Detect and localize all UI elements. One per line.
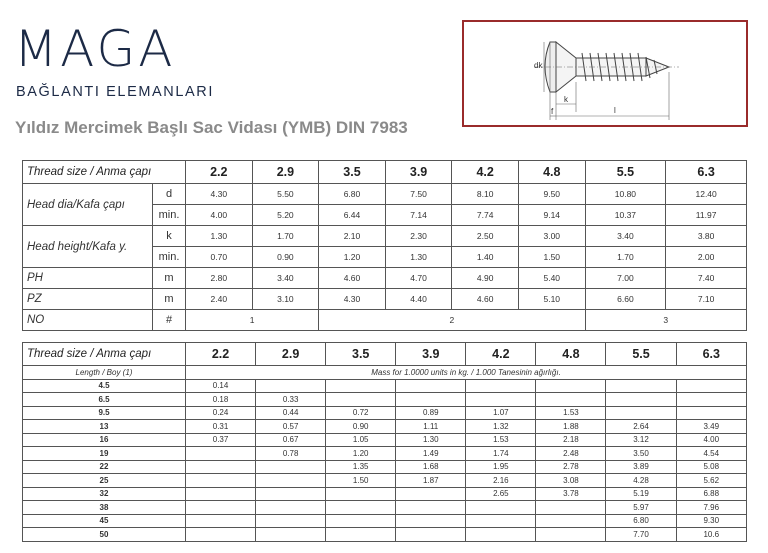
- mass-cell: 0.89: [396, 406, 466, 420]
- mass-cell: [256, 379, 326, 393]
- mass-note: Mass for 1.0000 units in kg. / 1.000 Tanesinin ağırlığı.: [186, 366, 747, 380]
- mass-cell: [676, 379, 746, 393]
- table-header-row: [23, 161, 747, 184]
- value-cell: 3: [585, 310, 746, 331]
- symbol-cell: min.: [153, 205, 186, 226]
- table-row: [23, 474, 747, 488]
- mass-cell: 1.11: [396, 420, 466, 434]
- mass-cell: 1.35: [326, 460, 396, 474]
- mass-cell: 6.80: [606, 514, 676, 528]
- mass-cell: 5.19: [606, 487, 676, 501]
- value-cell: 1: [186, 310, 319, 331]
- page-title: Yıldız Mercimek Başlı Sac Vidası (YMB) DIN 7983: [15, 118, 408, 137]
- size-cell: 5.5: [585, 161, 666, 184]
- mass-cell: 1.88: [536, 420, 606, 434]
- value-cell: 3.10: [252, 289, 319, 310]
- length-cell: 22: [23, 460, 186, 474]
- table-row: [23, 366, 747, 380]
- mass-cell: 0.31: [186, 420, 256, 434]
- mass-cell: 3.78: [536, 487, 606, 501]
- label-f: f: [551, 107, 554, 116]
- value-cell: 2.10: [319, 226, 386, 247]
- length-cell: 45: [23, 514, 186, 528]
- size-cell: 2.9: [252, 161, 319, 184]
- table-row: [23, 406, 747, 420]
- value-cell: 11.97: [666, 205, 747, 226]
- size-cell: 3.9: [396, 343, 466, 366]
- size-cell: 4.2: [452, 161, 519, 184]
- mass-cell: 0.24: [186, 406, 256, 420]
- mass-cell: [326, 487, 396, 501]
- screw-drawing: [462, 20, 748, 127]
- mass-cell: 1.49: [396, 447, 466, 461]
- mass-cell: [606, 406, 676, 420]
- value-cell: 2.40: [186, 289, 253, 310]
- mass-cell: [396, 393, 466, 407]
- value-cell: 7.10: [666, 289, 747, 310]
- value-cell: 2.00: [666, 247, 747, 268]
- size-cell: 2.2: [186, 161, 253, 184]
- mass-cell: 1.20: [326, 447, 396, 461]
- value-cell: 7.74: [452, 205, 519, 226]
- mass-cell: [326, 379, 396, 393]
- value-cell: 4.60: [319, 268, 386, 289]
- size-cell: 2.9: [256, 343, 326, 366]
- mass-cell: [536, 514, 606, 528]
- value-cell: 7.14: [385, 205, 452, 226]
- length-label: Length / Boy (1): [23, 366, 186, 380]
- value-cell: 6.60: [585, 289, 666, 310]
- mass-cell: [326, 528, 396, 542]
- mass-cell: 1.53: [536, 406, 606, 420]
- symbol-cell: m: [153, 289, 186, 310]
- value-cell: 12.40: [666, 184, 747, 205]
- mass-cell: 5.62: [676, 474, 746, 488]
- length-cell: 9.5: [23, 406, 186, 420]
- mass-cell: 1.68: [396, 460, 466, 474]
- mass-cell: 0.90: [326, 420, 396, 434]
- value-cell: 4.30: [319, 289, 386, 310]
- value-cell: 2.50: [452, 226, 519, 247]
- length-cell: 19: [23, 447, 186, 461]
- mass-cell: 3.89: [606, 460, 676, 474]
- mass-cell: 2.65: [466, 487, 536, 501]
- mass-cell: 1.32: [466, 420, 536, 434]
- mass-cell: 1.07: [466, 406, 536, 420]
- mass-cell: [326, 514, 396, 528]
- mass-cell: 1.74: [466, 447, 536, 461]
- mass-cell: [256, 487, 326, 501]
- mass-cell: 0.57: [256, 420, 326, 434]
- symbol-cell: #: [153, 310, 186, 331]
- value-cell: 1.70: [585, 247, 666, 268]
- mass-cell: 0.78: [256, 447, 326, 461]
- mass-cell: 0.18: [186, 393, 256, 407]
- mass-cell: 4.28: [606, 474, 676, 488]
- mass-cell: [186, 514, 256, 528]
- value-cell: 7.00: [585, 268, 666, 289]
- mass-cell: 0.67: [256, 433, 326, 447]
- mass-cell: 9.30: [676, 514, 746, 528]
- value-cell: 6.80: [319, 184, 386, 205]
- value-cell: 4.70: [385, 268, 452, 289]
- table-row: [23, 289, 747, 310]
- length-cell: 13: [23, 420, 186, 434]
- mass-cell: 5.08: [676, 460, 746, 474]
- size-cell: 6.3: [666, 161, 747, 184]
- mass-cell: 1.50: [326, 474, 396, 488]
- mass-cell: [466, 393, 536, 407]
- mass-rows: [23, 379, 747, 541]
- mass-cell: 1.53: [466, 433, 536, 447]
- mass-cell: 5.97: [606, 501, 676, 515]
- mass-cell: 3.08: [536, 474, 606, 488]
- brand-subtitle: BAĞLANTI ELEMANLARI: [16, 84, 215, 100]
- size-cell: 5.5: [606, 343, 676, 366]
- value-cell: 1.40: [452, 247, 519, 268]
- mass-cell: [326, 501, 396, 515]
- value-cell: 1.50: [518, 247, 585, 268]
- size-cell: 3.5: [319, 161, 386, 184]
- value-cell: 1.70: [252, 226, 319, 247]
- mass-cell: 0.33: [256, 393, 326, 407]
- value-cell: 7.50: [385, 184, 452, 205]
- mass-cell: [396, 487, 466, 501]
- label-l: l: [614, 106, 616, 115]
- mass-cell: 0.72: [326, 406, 396, 420]
- table-row: [23, 460, 747, 474]
- value-cell: 1.30: [385, 247, 452, 268]
- length-cell: 50: [23, 528, 186, 542]
- value-cell: 10.80: [585, 184, 666, 205]
- size-cell: 4.8: [518, 161, 585, 184]
- size-cell: 3.9: [385, 161, 452, 184]
- value-cell: 5.40: [518, 268, 585, 289]
- thread-size-label: Thread size / Anma çapı: [23, 161, 186, 184]
- value-cell: 5.20: [252, 205, 319, 226]
- length-cell: 6.5: [23, 393, 186, 407]
- value-cell: 0.90: [252, 247, 319, 268]
- mass-cell: [466, 514, 536, 528]
- mass-cell: 2.18: [536, 433, 606, 447]
- table-row: [23, 528, 747, 542]
- value-cell: 9.14: [518, 205, 585, 226]
- value-cell: 3.00: [518, 226, 585, 247]
- symbol-cell: k: [153, 226, 186, 247]
- value-cell: 10.37: [585, 205, 666, 226]
- length-cell: 4.5: [23, 379, 186, 393]
- value-cell: 4.30: [186, 184, 253, 205]
- mass-cell: [466, 528, 536, 542]
- mass-cell: 0.14: [186, 379, 256, 393]
- mass-cell: [676, 393, 746, 407]
- mass-cell: [536, 379, 606, 393]
- mass-cell: 4.00: [676, 433, 746, 447]
- value-cell: 4.00: [186, 205, 253, 226]
- value-cell: 2: [319, 310, 585, 331]
- table-row: [23, 514, 747, 528]
- table-row: [23, 501, 747, 515]
- value-cell: 4.60: [452, 289, 519, 310]
- no-label: NO: [23, 310, 153, 331]
- mass-cell: [606, 393, 676, 407]
- table-row: [23, 379, 747, 393]
- value-cell: 2.30: [385, 226, 452, 247]
- mass-cell: [466, 501, 536, 515]
- mass-cell: [256, 528, 326, 542]
- mass-cell: 1.87: [396, 474, 466, 488]
- head-height-label: Head height/Kafa y.: [23, 226, 153, 268]
- mass-cell: [186, 460, 256, 474]
- mass-cell: [186, 474, 256, 488]
- value-cell: 3.80: [666, 226, 747, 247]
- mass-cell: [186, 487, 256, 501]
- length-cell: 38: [23, 501, 186, 515]
- size-cell: 6.3: [676, 343, 746, 366]
- table-row: [23, 393, 747, 407]
- length-cell: 16: [23, 433, 186, 447]
- mass-cell: 2.48: [536, 447, 606, 461]
- mass-cell: 4.54: [676, 447, 746, 461]
- table-row: [23, 447, 747, 461]
- mass-table: [22, 342, 747, 542]
- mass-cell: [536, 393, 606, 407]
- pz-label: PZ: [23, 289, 153, 310]
- mass-cell: [396, 501, 466, 515]
- mass-cell: [256, 474, 326, 488]
- brand-logo: MAGA: [14, 20, 176, 78]
- mass-cell: 1.05: [326, 433, 396, 447]
- label-dk: dk: [534, 61, 543, 70]
- mass-cell: 7.96: [676, 501, 746, 515]
- table-row: [23, 310, 747, 331]
- mass-cell: 0.44: [256, 406, 326, 420]
- head-dia-label: Head dia/Kafa çapı: [23, 184, 153, 226]
- mass-cell: [326, 393, 396, 407]
- mass-cell: [256, 460, 326, 474]
- value-cell: 8.10: [452, 184, 519, 205]
- mass-cell: [256, 514, 326, 528]
- symbol-cell: min.: [153, 247, 186, 268]
- table-row: [23, 184, 747, 205]
- mass-cell: [256, 501, 326, 515]
- size-cell: 3.5: [326, 343, 396, 366]
- mass-cell: [186, 447, 256, 461]
- mass-cell: [396, 379, 466, 393]
- mass-cell: [186, 528, 256, 542]
- mass-cell: [536, 501, 606, 515]
- thread-size-label: Thread size / Anma çapı: [23, 343, 186, 366]
- mass-cell: [396, 514, 466, 528]
- mass-cell: 10.6: [676, 528, 746, 542]
- value-cell: 2.80: [186, 268, 253, 289]
- value-cell: 3.40: [252, 268, 319, 289]
- size-cell: 4.8: [536, 343, 606, 366]
- value-cell: 1.20: [319, 247, 386, 268]
- table-row: [23, 268, 747, 289]
- size-cell: 2.2: [186, 343, 256, 366]
- mass-cell: [676, 406, 746, 420]
- length-cell: 25: [23, 474, 186, 488]
- value-cell: 5.10: [518, 289, 585, 310]
- symbol-cell: m: [153, 268, 186, 289]
- mass-cell: 3.50: [606, 447, 676, 461]
- mass-cell: [396, 528, 466, 542]
- value-cell: 7.40: [666, 268, 747, 289]
- mass-cell: 2.78: [536, 460, 606, 474]
- value-cell: 4.90: [452, 268, 519, 289]
- table-row: [23, 487, 747, 501]
- mass-cell: [466, 379, 536, 393]
- dimensions-table: [22, 160, 747, 331]
- length-cell: 32: [23, 487, 186, 501]
- mass-cell: 0.37: [186, 433, 256, 447]
- mass-cell: 2.64: [606, 420, 676, 434]
- size-cell: 4.2: [466, 343, 536, 366]
- label-k: k: [564, 95, 568, 104]
- mass-cell: 3.49: [676, 420, 746, 434]
- mass-cell: 7.70: [606, 528, 676, 542]
- value-cell: 9.50: [518, 184, 585, 205]
- value-cell: 5.50: [252, 184, 319, 205]
- value-cell: 3.40: [585, 226, 666, 247]
- mass-cell: 3.12: [606, 433, 676, 447]
- table-header-row: [23, 343, 747, 366]
- value-cell: 4.40: [385, 289, 452, 310]
- mass-cell: 2.16: [466, 474, 536, 488]
- value-cell: 0.70: [186, 247, 253, 268]
- table-row: [23, 433, 747, 447]
- value-cell: 1.30: [186, 226, 253, 247]
- ph-label: PH: [23, 268, 153, 289]
- screw-diagram-svg: [464, 22, 746, 125]
- mass-cell: 1.95: [466, 460, 536, 474]
- symbol-cell: d: [153, 184, 186, 205]
- mass-cell: [536, 528, 606, 542]
- mass-cell: [606, 379, 676, 393]
- mass-cell: 1.30: [396, 433, 466, 447]
- mass-cell: 6.88: [676, 487, 746, 501]
- table-row: [23, 226, 747, 247]
- mass-cell: [186, 501, 256, 515]
- value-cell: 6.44: [319, 205, 386, 226]
- table-row: [23, 420, 747, 434]
